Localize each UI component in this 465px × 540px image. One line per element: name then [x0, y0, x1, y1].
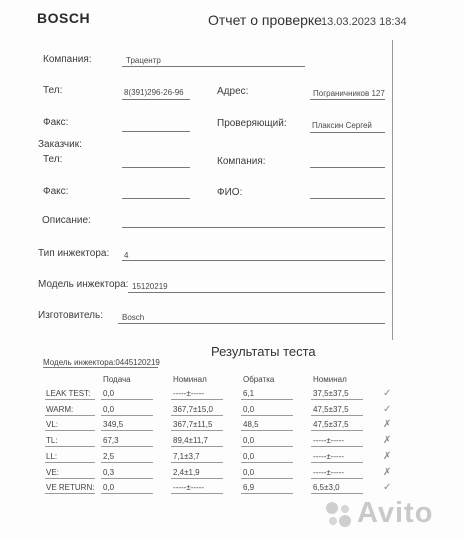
row-test-name: VL: — [46, 420, 59, 430]
address-value: Пограничников 127 — [313, 89, 385, 98]
row-underline — [241, 399, 293, 400]
row-status-mark-icon: ✗ — [383, 419, 392, 431]
row-return-value: 0,0 — [243, 451, 255, 461]
customer-name-label: ФИО: — [217, 187, 243, 198]
row-underline — [101, 462, 153, 463]
row-return-value: 48,5 — [243, 420, 259, 430]
row-underline — [171, 462, 223, 463]
row-test-name: VE: — [46, 467, 59, 477]
row-underline — [311, 493, 363, 494]
row-return-nominal: 6,5±3,0 — [313, 483, 340, 493]
customer-fax-underline — [122, 198, 190, 199]
row-return-value: 6,9 — [243, 483, 255, 493]
row-underline — [311, 478, 363, 479]
row-feed-value: 0,3 — [103, 467, 115, 477]
phone-value: 8(391)296-26-96 — [124, 88, 184, 97]
injector-maker-value: Bosch — [122, 313, 145, 322]
row-underline — [45, 399, 95, 400]
row-feed-nominal: 2,4±1,9 — [173, 467, 200, 477]
row-test-name: VE RETURN: — [46, 483, 95, 493]
customer-company-label: Компания: — [217, 156, 266, 167]
company-value: Трацентр — [126, 56, 161, 65]
row-test-name: LL: — [46, 451, 58, 461]
row-underline — [241, 415, 293, 416]
description-underline — [122, 227, 385, 228]
row-underline — [45, 478, 95, 479]
row-underline — [101, 478, 153, 479]
injector-model-value: 15120219 — [132, 282, 168, 291]
row-underline — [171, 430, 223, 431]
company-underline — [122, 66, 305, 67]
row-underline — [311, 462, 363, 463]
row-return-nominal: -----±----- — [313, 436, 345, 446]
row-return-nominal: 47,5±37,5 — [313, 420, 349, 430]
customer-company-underline — [310, 167, 385, 168]
row-underline — [101, 493, 153, 494]
row-return-nominal: -----±----- — [313, 467, 345, 477]
row-return-nominal: 47,5±37,5 — [313, 404, 349, 414]
row-underline — [311, 430, 363, 431]
fax-underline — [122, 131, 190, 132]
row-feed-nominal: 367,7±15,0 — [173, 404, 213, 414]
row-feed-nominal: -----±----- — [173, 483, 205, 493]
results-model-line: Модель инжектора:0445120219 — [43, 358, 160, 367]
col-header-return: Обратка — [243, 375, 275, 384]
row-status-mark-icon: ✗ — [383, 466, 392, 478]
brand-logo-text: BOSCH — [37, 10, 91, 26]
row-feed-nominal: 367,7±11,5 — [173, 420, 213, 430]
company-label: Компания: — [43, 54, 92, 65]
row-feed-value: 0,0 — [103, 483, 115, 493]
row-status-mark-icon: ✗ — [383, 450, 392, 462]
row-underline — [45, 446, 95, 447]
row-underline — [45, 430, 95, 431]
inspector-underline — [310, 132, 385, 133]
injector-maker-label: Изготовитель: — [38, 310, 103, 321]
customer-phone-label: Тел: — [43, 154, 63, 165]
row-return-value: 0,0 — [243, 436, 255, 446]
row-feed-nominal: 7,1±3,7 — [173, 451, 200, 461]
row-feed-nominal: 89,4±11,7 — [173, 436, 208, 446]
row-test-name: WARM: — [46, 404, 74, 414]
row-test-name: TL: — [46, 436, 58, 446]
row-underline — [45, 462, 95, 463]
report-date: 13.03.2023 18:34 — [321, 16, 407, 28]
injector-model-underline — [128, 292, 385, 293]
row-feed-value: 0,0 — [103, 404, 115, 414]
row-underline — [171, 415, 223, 416]
customer-section-title: Заказчик: — [38, 139, 82, 150]
row-underline — [311, 415, 363, 416]
injector-model-label: Модель инжектора: — [38, 279, 129, 290]
row-return-nominal: -----±----- — [313, 451, 345, 461]
col-header-feed-nominal: Номинал — [173, 375, 207, 384]
customer-phone-underline — [122, 167, 190, 168]
avito-watermark: Avito — [357, 497, 434, 529]
row-underline — [311, 446, 363, 447]
page-right-rule — [392, 40, 393, 340]
row-feed-value: 67,3 — [103, 436, 119, 446]
description-label: Описание: — [42, 215, 91, 226]
row-status-mark-icon: ✓ — [383, 403, 392, 415]
row-underline — [101, 446, 153, 447]
row-feed-nominal: -----±----- — [173, 389, 205, 398]
row-return-value: 0,0 — [243, 404, 255, 414]
row-underline — [241, 462, 293, 463]
inspector-value: Плаксин Сергей — [312, 121, 372, 130]
row-underline — [171, 493, 223, 494]
results-title: Результаты теста — [211, 344, 316, 359]
injector-type-underline — [122, 260, 385, 261]
row-underline — [45, 415, 95, 416]
fax-label: Факс: — [43, 117, 69, 128]
injector-type-label: Тип инжектора: — [38, 248, 110, 259]
row-underline — [101, 415, 153, 416]
row-underline — [241, 446, 293, 447]
address-underline — [310, 99, 385, 100]
avito-dots-icon — [323, 499, 353, 529]
row-underline — [171, 478, 223, 479]
row-feed-value: 349,5 — [103, 420, 124, 430]
results-model-underline — [43, 367, 158, 368]
row-underline — [101, 430, 153, 431]
row-status-mark-icon: ✓ — [383, 482, 392, 494]
row-underline — [241, 478, 293, 479]
row-underline — [241, 493, 293, 494]
col-header-return-nominal: Номинал — [313, 375, 347, 384]
address-label: Адрес: — [217, 86, 249, 97]
row-underline — [101, 399, 153, 400]
row-feed-value: 0,0 — [103, 389, 115, 398]
row-underline — [311, 399, 363, 400]
row-feed-value: 2,5 — [103, 451, 115, 461]
injector-maker-underline — [118, 323, 385, 324]
row-underline — [241, 430, 293, 431]
inspector-label: Проверяющий: — [217, 118, 287, 129]
row-status-mark-icon: ✓ — [383, 388, 392, 399]
customer-fax-label: Факс: — [43, 186, 69, 197]
row-test-name: LEAK TEST: — [46, 389, 91, 398]
row-underline — [171, 399, 223, 400]
row-return-value: 6,1 — [243, 389, 255, 398]
col-header-feed: Подача — [103, 375, 131, 384]
injector-type-value: 4 — [124, 251, 129, 260]
row-status-mark-icon: ✗ — [383, 435, 392, 447]
customer-name-underline — [310, 198, 385, 199]
row-return-nominal: 37,5±37,5 — [313, 389, 349, 398]
row-underline — [171, 446, 223, 447]
phone-underline — [122, 99, 190, 100]
phone-label: Тел: — [43, 85, 63, 96]
row-underline — [45, 493, 95, 494]
report-title: Отчет о проверке — [208, 12, 322, 28]
row-return-value: 0,0 — [243, 467, 255, 477]
